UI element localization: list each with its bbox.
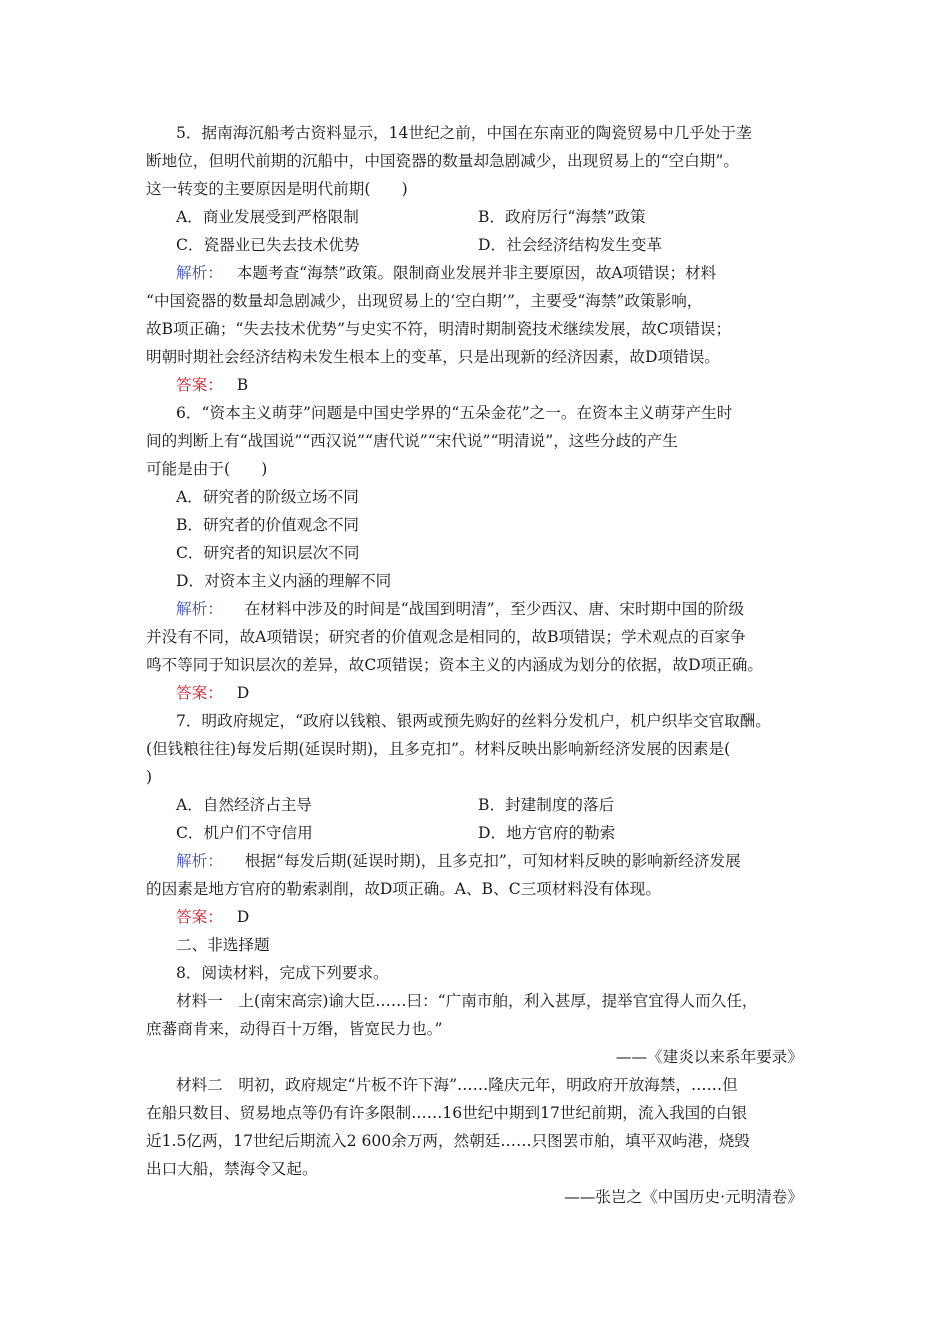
q7-option-c: C．机户们不守信用 [176, 824, 313, 842]
q6-analysis-line [176, 599, 744, 619]
q5-analysis-text: 本题考查“海禁”政策。限制商业发展并非主要原因，故A项错误；材料 [236, 264, 717, 282]
q6-option-b: B．研究者的价值观念不同 [176, 516, 359, 534]
q6-stem-line: 可能是由于( ) [146, 460, 268, 478]
q5-option-d: D．社会经济结构发生变革 [478, 236, 663, 254]
q8-material2-line: 出口大船，禁海令又起。 [146, 1160, 318, 1178]
q6-option-c: C．研究者的知识层次不同 [176, 544, 360, 562]
q7-stem-line: (但钱粮往往)每发后期(延误时期)，且多克扣”。材料反映出影响新经济发展的因素是( [146, 740, 731, 758]
q7-analysis-label: 解析： [176, 852, 223, 870]
q6-analysis-text: 在材料中涉及的时间是“战国到明清”，至少西汉、唐、宋时期中国的阶级 [244, 600, 745, 618]
q8-material1-line: 材料一 上(南宋高宗)谕大臣……曰：“广南市舶，利入甚厚，提举官宜得人而久任， [176, 992, 758, 1010]
q7-option-a: A．自然经济占主导 [176, 796, 313, 814]
q5-stem-line: 断地位，但明代前期的沉船中，中国瓷器的数量却急剧减少，出现贸易上的“空白期”。 [146, 152, 739, 170]
q6-stem-line: 6．“资本主义萌芽”问题是中国史学界的“五朵金花”之一。在资本主义萌芽产生时 [176, 404, 733, 422]
q5-answer-label: 答案： [176, 376, 223, 394]
q7-option-d: D．地方官府的勒索 [478, 824, 616, 842]
q6-stem-line: 间的判断上有“战国说”“西汉说”“唐代说”“宋代说”“明清说”，这些分歧的产生 [146, 432, 678, 450]
q5-option-a: A．商业发展受到严格限制 [176, 208, 359, 226]
q5-stem-line: 这一转变的主要原因是明代前期( ) [146, 180, 408, 198]
q6-option-d: D．对资本主义内涵的理解不同 [176, 572, 392, 590]
q6-analysis-line: 鸣不等同于知识层次的差异，故C项错误；资本主义的内涵成为划分的依据，故D项正确。 [146, 656, 763, 674]
q5-analysis-line: “中国瓷器的数量却急剧减少，出现贸易上的‘空白期’”，主要受“海禁”政策影响， [146, 292, 703, 310]
q5-answer-value: B [236, 376, 249, 394]
q6-answer-value: D [236, 684, 250, 702]
q8-material2-line: 在船只数目、贸易地点等仍有许多限制……16世纪中期到17世纪前期，流入我国的白银 [146, 1104, 748, 1122]
q7-analysis-line [176, 851, 741, 871]
q7-stem-line: 7．明政府规定，“政府以钱粮、银两或预先购好的丝料分发机户，机户织毕交官取酬。 [176, 712, 771, 730]
q5-option-b: B．政府厉行“海禁”政策 [478, 208, 646, 226]
q8-source2: ——张岂之《中国历史·元明清卷》 [564, 1188, 803, 1206]
section-heading: 二、非选择题 [176, 936, 270, 954]
q6-answer [176, 683, 249, 703]
q8-material2-line: 近1.5亿两，17世纪后期流入2 600余万两，然朝廷……只图罢市舶，填平双屿港，烧毁 [146, 1132, 750, 1150]
q6-option-a: A．研究者的阶级立场不同 [176, 488, 359, 506]
q7-answer [176, 907, 249, 927]
q5-analysis-line: 故B项正确；“失去技术优势”与史实不符，明清时期制瓷技术继续发展，故C项错误； [146, 320, 732, 338]
q5-option-c: C．瓷器业已失去技术优势 [176, 236, 360, 254]
q6-analysis-line: 并没有不同，故A项错误；研究者的价值观念是相同的，故B项错误；学术观点的百家争 [146, 628, 746, 646]
q5-analysis-line [176, 263, 716, 283]
q5-analysis-label: 解析： [176, 264, 223, 282]
q7-answer-label: 答案： [176, 908, 223, 926]
q7-analysis-line: 的因素是地方官府的勒索剥削，故D项正确。A、B、C三项材料没有体现。 [146, 880, 661, 898]
q8-material2-line: 材料二 明初，政府规定“片板不许下海”……隆庆元年，明政府开放海禁，……但 [176, 1076, 738, 1094]
q8-stem: 8．阅读材料，完成下列要求。 [176, 964, 389, 982]
q5-analysis-line: 明朝时期社会经济结构未发生根本上的变革，只是出现新的经济因素，故D项错误。 [146, 348, 720, 366]
q7-stem-line: ) [146, 768, 153, 786]
q7-answer-value: D [236, 908, 250, 926]
q6-answer-label: 答案： [176, 684, 223, 702]
q7-option-b: B．封建制度的落后 [478, 796, 615, 814]
q5-stem-line: 5．据南海沉船考古资料显示，14世纪之前，中国在东南亚的陶瓷贸易中几乎处于垄 [176, 124, 752, 142]
q5-answer [176, 375, 248, 395]
q7-analysis-text: 根据“每发后期(延误时期)，且多克扣”，可知材料反映的影响新经济发展 [244, 852, 741, 870]
q6-analysis-label: 解析： [176, 600, 223, 618]
q8-source1: ——《建炎以来系年要录》 [615, 1048, 803, 1066]
q8-material1-line: 庶蕃商肯来，动得百十万缗，皆宽民力也。” [146, 1020, 443, 1038]
